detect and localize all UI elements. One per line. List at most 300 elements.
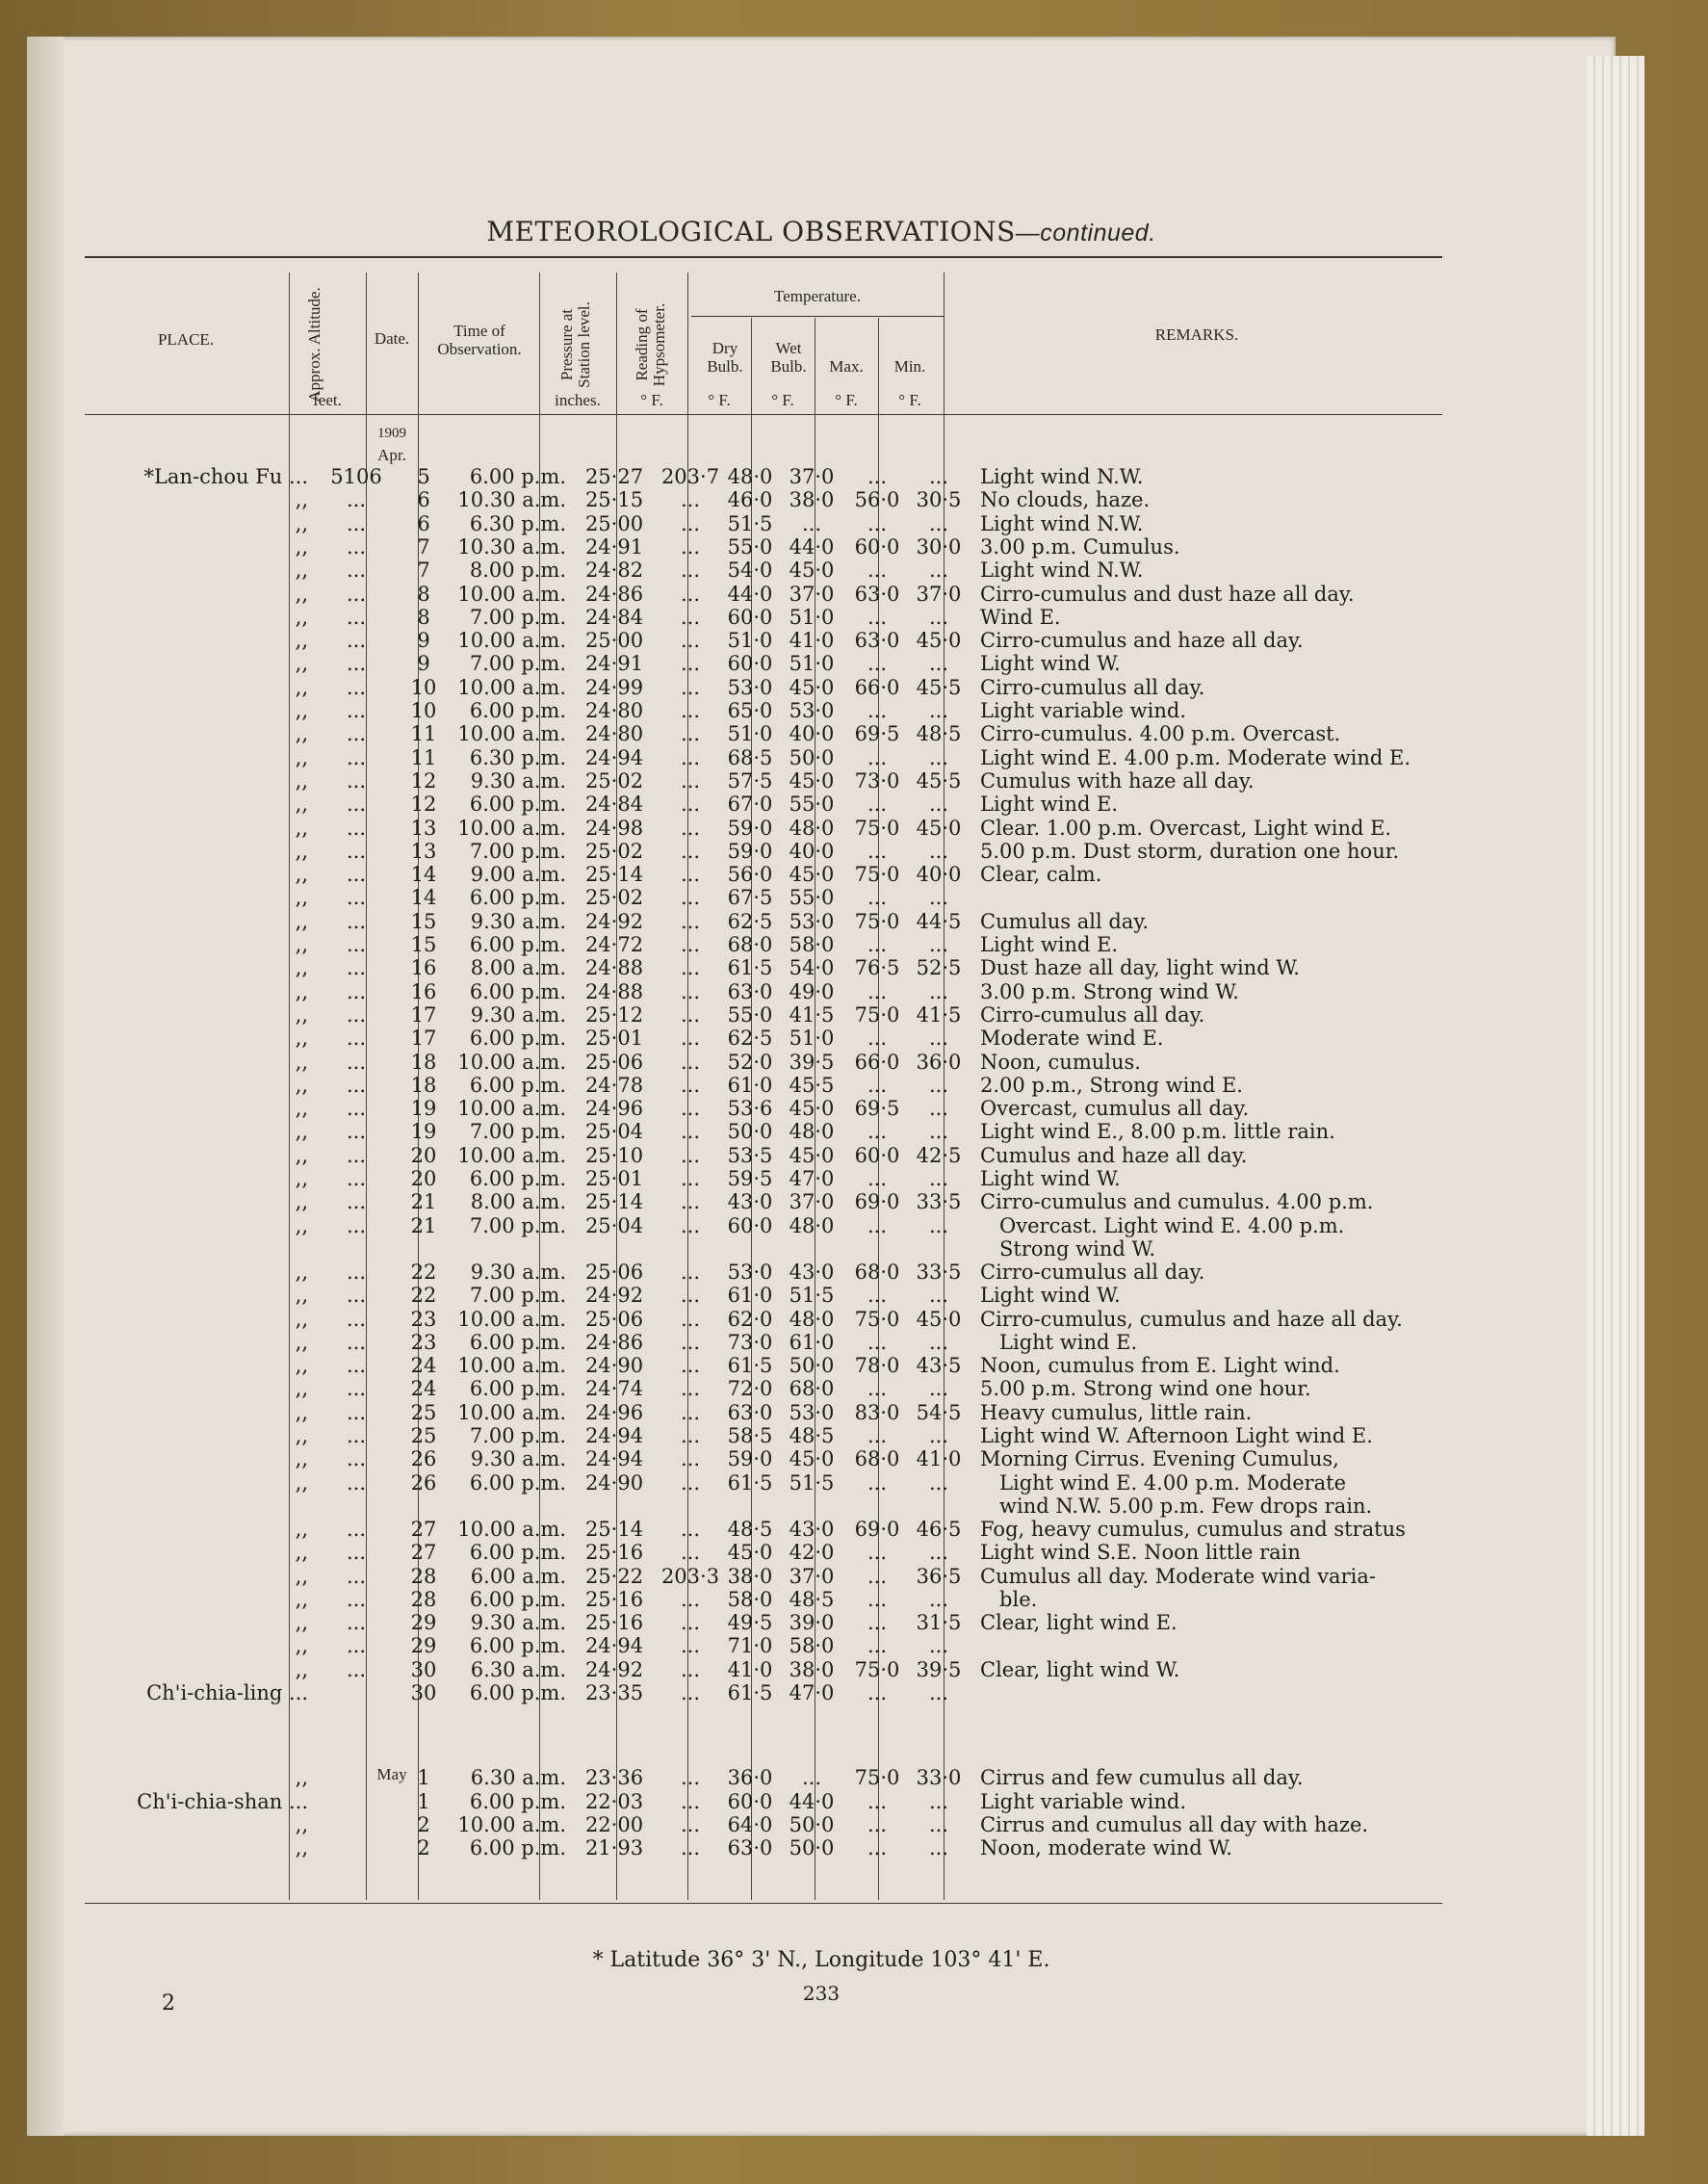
cell-date: 16 (410, 979, 437, 1003)
cell-press: 24·80 (584, 699, 644, 722)
cell-place: *Lan-chou Fu ... (143, 465, 308, 488)
cell-max: 75·0 (854, 909, 900, 933)
cell-max: ... (867, 1073, 888, 1097)
book-page (27, 37, 1616, 2136)
cell-wet: 37·0 (789, 582, 835, 606)
cell-alt: ... (346, 793, 367, 817)
cell-hyp: ... (680, 909, 701, 933)
cell-date: 12 (410, 793, 437, 817)
cell-place: ,, (295, 863, 308, 887)
cell-rem: Clear. 1.00 p.m. Overcast, Light wind E. (980, 816, 1392, 840)
cell-press: 24·91 (584, 534, 644, 559)
cell-alt: ... (346, 1143, 367, 1167)
cell-time: 10.00 a.m. (457, 1354, 566, 1378)
cell-place: ,, (295, 1517, 308, 1541)
temperature-rule (691, 316, 944, 317)
cell-place: ,, (295, 1073, 308, 1097)
cell-max: 63·0 (854, 582, 900, 606)
cell-press: 24·92 (584, 1657, 644, 1681)
cell-hyp: ... (680, 956, 701, 980)
cell-place: ,, (295, 511, 308, 535)
cell-date: 23 (410, 1330, 437, 1354)
cell-wet: 40·0 (789, 722, 835, 746)
cell-dry: 51·5 (727, 511, 773, 535)
cell-max: ... (867, 1634, 888, 1658)
cell-min: 33·5 (916, 1260, 962, 1284)
cell-rem: Clear, light wind E. (980, 1611, 1177, 1635)
cell-press: 25·14 (584, 1517, 644, 1541)
cell-press: 24·99 (584, 675, 644, 699)
cell-alt: ... (346, 1073, 367, 1097)
cell-max: ... (867, 465, 888, 488)
cell-press: 24·78 (584, 1073, 644, 1097)
cell-hyp: ... (680, 1657, 701, 1681)
cell-min: ... (928, 1120, 949, 1144)
cell-dry: 51·0 (727, 722, 773, 746)
cell-max: 75·0 (854, 863, 900, 887)
cell-place: ,, (295, 1587, 308, 1611)
cell-wet: 51·5 (789, 1284, 835, 1308)
cell-dry: 46·0 (727, 488, 773, 512)
cell-place: ,, (295, 1447, 308, 1471)
header-temperature: Temperature. (774, 287, 861, 305)
cell-min: ... (928, 605, 949, 629)
cell-wet: 41·5 (789, 1002, 835, 1027)
cell-dry: 61·5 (727, 1681, 773, 1704)
cell-alt: ... (346, 1260, 367, 1284)
cell-time: 6.00 p.m. (469, 699, 566, 722)
cell-rem: Cirrus and few cumulus all day. (980, 1766, 1304, 1790)
cell-time: 6.00 p.m. (469, 1470, 566, 1495)
cell-date: 22 (410, 1284, 437, 1308)
cell-max: 56·0 (854, 488, 900, 512)
cell-hyp: ... (680, 839, 701, 863)
cell-place: ,, (295, 675, 308, 699)
cell-rem: Light wind E. 4.00 p.m. Moderate wind N.W. 5.00 p.m. Few drops rain. (999, 1470, 1373, 1518)
cell-time: 10.00 a.m. (457, 675, 566, 699)
cell-hyp: ... (680, 1470, 701, 1495)
cell-max: ... (867, 1587, 888, 1611)
cell-hyp: ... (680, 1541, 701, 1565)
cell-alt: ... (346, 1002, 367, 1027)
unit-altitude: feet. (313, 391, 342, 409)
cell-press: 24·80 (584, 722, 644, 746)
cell-hyp: ... (680, 1330, 701, 1354)
cell-time: 9.30 a.m. (470, 1002, 566, 1027)
cell-wet: 51·5 (789, 1470, 835, 1495)
cell-date: 26 (410, 1470, 437, 1495)
cell-date: 15 (410, 909, 437, 933)
cell-rem: No clouds, haze. (980, 488, 1151, 512)
cell-hyp: ... (680, 1097, 701, 1121)
header-dry-bulb: Dry Bulb. (707, 339, 743, 376)
cell-min: 45·0 (916, 1307, 962, 1331)
cell-time: 10.00 a.m. (457, 1307, 566, 1331)
cell-hyp: ... (680, 1027, 701, 1051)
cell-max: ... (867, 745, 888, 769)
cell-max: ... (867, 511, 888, 535)
cell-rem: Light wind E., 8.00 p.m. little rain. (980, 1120, 1335, 1144)
cell-alt: ... (346, 1097, 367, 1121)
unit-max: ° F. (835, 391, 858, 409)
cell-max: 69·0 (854, 1190, 900, 1214)
cell-min: ... (928, 1097, 949, 1121)
cell-place: ,, (295, 933, 308, 956)
cell-press: 24·92 (584, 1284, 644, 1308)
cell-wet: ... (801, 511, 822, 535)
cell-alt: ... (346, 699, 367, 722)
cell-press: 25·16 (584, 1541, 644, 1565)
header-time: Time of Observation. (437, 322, 522, 358)
cell-date: 19 (410, 1097, 437, 1121)
cell-place: ,, (295, 1190, 308, 1214)
cell-alt: ... (346, 1517, 367, 1541)
unit-hypsometer: ° F. (640, 391, 663, 409)
cell-alt: ... (346, 1634, 367, 1658)
cell-date: 13 (410, 816, 437, 840)
cell-time: 9.30 a.m. (470, 768, 566, 793)
cell-press: 24·88 (584, 979, 644, 1003)
cell-wet: 58·0 (789, 1634, 835, 1658)
cell-date: 8 (417, 605, 430, 629)
cell-rem: Light wind W. (980, 652, 1121, 676)
cell-dry: 48·5 (727, 1517, 773, 1541)
cell-dry: 50·0 (727, 1120, 773, 1144)
cell-hyp: ... (680, 886, 701, 910)
cell-hyp: 203·7 (660, 465, 720, 488)
month-may: May (376, 1765, 407, 1783)
title-main: METEOROLOGICAL OBSERVATIONS (486, 216, 1016, 247)
footnote: * Latitude 36° 3' N., Longitude 103° 41' E. (592, 1948, 1050, 1972)
cell-min: ... (928, 1377, 949, 1401)
cell-place: ,, (295, 1812, 308, 1836)
cell-press: 24·82 (584, 559, 644, 583)
cell-alt: ... (346, 1190, 367, 1214)
cell-press: 25·06 (584, 1050, 644, 1074)
cell-place: ,, (295, 1424, 308, 1447)
cell-press: 25·04 (584, 1213, 644, 1237)
cell-rem: Fog, heavy cumulus, cumulus and stratus (980, 1517, 1406, 1541)
cell-hyp: ... (680, 1307, 701, 1331)
cell-min: ... (928, 1073, 949, 1097)
cell-alt: ... (346, 1213, 367, 1237)
cell-dry: 61·5 (727, 1470, 773, 1495)
cell-max: ... (867, 605, 888, 629)
cell-date: 23 (410, 1307, 437, 1331)
cell-min: 30·0 (916, 534, 962, 559)
cell-time: 9.30 a.m. (470, 1447, 566, 1471)
unit-dry: ° F. (708, 391, 731, 409)
cell-rem: 2.00 p.m., Strong wind E. (980, 1073, 1243, 1097)
cell-place: ,, (295, 652, 308, 676)
cell-place: ,, (295, 1213, 308, 1237)
cell-alt: ... (346, 863, 367, 887)
cell-wet: 50·0 (789, 1354, 835, 1378)
cell-wet: 54·0 (789, 956, 835, 980)
cell-max: 60·0 (854, 1143, 900, 1167)
cell-place: ,, (295, 1541, 308, 1565)
cell-time: 6.00 p.m. (469, 1836, 566, 1860)
cell-time: 9.00 a.m. (470, 863, 566, 887)
cell-alt: ... (346, 1354, 367, 1378)
cell-wet: 53·0 (789, 1400, 835, 1424)
cell-place: ,, (295, 722, 308, 746)
cell-rem: Noon, moderate wind W. (980, 1836, 1232, 1860)
cell-alt: ... (346, 1050, 367, 1074)
cell-date: 13 (410, 839, 437, 863)
cell-time: 6.30 p.m. (469, 745, 566, 769)
cell-alt: ... (346, 933, 367, 956)
cell-alt: ... (346, 1330, 367, 1354)
cell-hyp: ... (680, 1634, 701, 1658)
cell-press: 24·91 (584, 652, 644, 676)
cell-dry: 61·0 (727, 1073, 773, 1097)
cell-date: 28 (410, 1587, 437, 1611)
cell-place: ,, (295, 909, 308, 933)
cell-press: 25·14 (584, 1190, 644, 1214)
cell-hyp: ... (680, 1789, 701, 1813)
cell-min: 54·5 (916, 1400, 962, 1424)
cell-place: ,, (295, 1120, 308, 1144)
page-title (27, 216, 1616, 247)
cell-min: ... (928, 793, 949, 817)
cell-min: 30·5 (916, 488, 962, 512)
cell-hyp: ... (680, 699, 701, 722)
cell-rem: 5.00 p.m. Dust storm, duration one hour. (980, 839, 1400, 863)
header-place: PLACE. (157, 330, 215, 349)
cell-alt: ... (346, 511, 367, 535)
cell-dry: 53·5 (727, 1143, 773, 1167)
cell-place: ,, (295, 956, 308, 980)
cell-place: Ch'i-chia-shan ... (137, 1789, 308, 1813)
cell-place: Ch'i-chia-ling ... (146, 1681, 308, 1704)
cell-place: ,, (295, 1167, 308, 1190)
cell-alt: ... (346, 488, 367, 512)
cell-press: 24·84 (584, 605, 644, 629)
cell-press: 25·01 (584, 1027, 644, 1051)
cell-date: 27 (410, 1517, 437, 1541)
unit-min: ° F. (898, 391, 921, 409)
cell-min: 45·5 (916, 768, 962, 793)
cell-dry: 63·0 (727, 979, 773, 1003)
cell-time: 6.00 p.m. (469, 1681, 566, 1704)
cell-wet: 48·5 (789, 1587, 835, 1611)
cell-alt: ... (346, 1284, 367, 1308)
cell-alt: ... (346, 886, 367, 910)
cell-place: ,, (295, 605, 308, 629)
cell-max: 63·0 (854, 629, 900, 653)
cell-dry: 73·0 (727, 1330, 773, 1354)
cell-alt: ... (346, 1447, 367, 1471)
cell-max: ... (867, 1377, 888, 1401)
cell-time: 6.00 p.m. (469, 886, 566, 910)
cell-time: 7.00 p.m. (469, 839, 566, 863)
cell-max: ... (867, 1611, 888, 1635)
cell-time: 7.00 p.m. (469, 652, 566, 676)
cell-max: ... (867, 699, 888, 722)
cell-hyp: ... (680, 1681, 701, 1704)
cell-dry: 45·0 (727, 1541, 773, 1565)
cell-time: 10.00 a.m. (457, 722, 566, 746)
cell-place: ,, (295, 793, 308, 817)
cell-date: 14 (410, 886, 437, 910)
cell-press: 25·10 (584, 1143, 644, 1167)
cell-date: 6 (417, 511, 430, 535)
cell-dry: 58·5 (727, 1424, 773, 1447)
cell-max: 66·0 (854, 675, 900, 699)
cell-wet: 37·0 (789, 1190, 835, 1214)
cell-time: 10.30 a.m. (457, 534, 566, 559)
cell-max: ... (867, 652, 888, 676)
cell-hyp: ... (680, 1611, 701, 1635)
header-top-rule (85, 256, 1442, 258)
cell-dry: 49·5 (727, 1611, 773, 1635)
cell-dry: 72·0 (727, 1377, 773, 1401)
cell-min: 43·5 (916, 1354, 962, 1378)
cell-dry: 62·5 (727, 1027, 773, 1051)
cell-place: ,, (295, 1143, 308, 1167)
cell-wet: 43·0 (789, 1517, 835, 1541)
cell-dry: 59·0 (727, 839, 773, 863)
cell-dry: 53·0 (727, 1260, 773, 1284)
cell-alt: ... (346, 768, 367, 793)
cell-rem: Light wind E. (980, 793, 1119, 817)
cell-press: 23·36 (584, 1766, 644, 1790)
cell-hyp: ... (680, 1002, 701, 1027)
cell-rem: Cumulus and haze all day. (980, 1143, 1248, 1167)
cell-hyp: ... (680, 1284, 701, 1308)
cell-press: 24·96 (584, 1400, 644, 1424)
cell-time: 10.00 a.m. (457, 816, 566, 840)
cell-rem: Cumulus with haze all day. (980, 768, 1255, 793)
cell-min: ... (928, 1812, 949, 1836)
header-wet-bulb: Wet Bulb. (770, 339, 807, 376)
cell-hyp: ... (680, 605, 701, 629)
cell-time: 10.00 a.m. (457, 629, 566, 653)
cell-max: ... (867, 979, 888, 1003)
cell-dry: 41·0 (727, 1657, 773, 1681)
cell-min: ... (928, 699, 949, 722)
cell-max: ... (867, 1027, 888, 1051)
title-suffix: —continued. (1015, 220, 1156, 247)
cell-dry: 38·0 (727, 1564, 773, 1588)
cell-hyp: ... (680, 1167, 701, 1190)
cell-wet: 48·0 (789, 816, 835, 840)
cell-rem: Cirro-cumulus all day. (980, 1002, 1205, 1027)
cell-min: ... (928, 1284, 949, 1308)
cell-wet: 45·0 (789, 768, 835, 793)
cell-place: ,, (295, 1330, 308, 1354)
cell-press: 24·96 (584, 1097, 644, 1121)
cell-wet: 45·0 (789, 675, 835, 699)
cell-alt: ... (346, 1611, 367, 1635)
cell-place: ,, (295, 1634, 308, 1658)
cell-dry: 58·0 (727, 1587, 773, 1611)
cell-date: 25 (410, 1400, 437, 1424)
year-label: 1909 (377, 426, 406, 441)
cell-time: 6.00 a.m. (470, 1564, 566, 1588)
cell-dry: 63·0 (727, 1400, 773, 1424)
cell-hyp: ... (680, 745, 701, 769)
cell-rem: Light wind W. (980, 1167, 1121, 1190)
cell-time: 6.00 p.m. (469, 1587, 566, 1611)
cell-place: ,, (295, 488, 308, 512)
cell-max: 73·0 (854, 768, 900, 793)
cell-max: ... (867, 793, 888, 817)
cell-rem: Noon, cumulus. (980, 1050, 1141, 1074)
cell-max: 78·0 (854, 1354, 900, 1378)
cell-hyp: ... (680, 793, 701, 817)
cell-alt: ... (346, 1424, 367, 1447)
cell-alt: ... (346, 956, 367, 980)
cell-date: 17 (410, 1002, 437, 1027)
cell-place: ,, (295, 886, 308, 910)
cell-place: ,, (295, 1307, 308, 1331)
cell-date: 2 (417, 1812, 430, 1836)
cell-press: 21·93 (584, 1836, 644, 1860)
cell-press: 25·06 (584, 1307, 644, 1331)
page-edges (1587, 56, 1644, 2136)
cell-rem: 5.00 p.m. Strong wind one hour. (980, 1377, 1311, 1401)
unit-wet: ° F. (771, 391, 794, 409)
cell-max: ... (867, 839, 888, 863)
cell-dry: 57·5 (727, 768, 773, 793)
cell-rem: 3.00 p.m. Strong wind W. (980, 979, 1239, 1003)
cell-wet: 51·0 (789, 1027, 835, 1051)
cell-press: 24·90 (584, 1470, 644, 1495)
cell-press: 25·04 (584, 1120, 644, 1144)
cell-time: 6.30 a.m. (470, 1766, 566, 1790)
cell-time: 10.30 a.m. (457, 488, 566, 512)
cell-max: 69·5 (854, 722, 900, 746)
cell-dry: 55·0 (727, 534, 773, 559)
cell-rem: 3.00 p.m. Cumulus. (980, 534, 1180, 559)
cell-max: ... (867, 1120, 888, 1144)
cell-rem: Overcast. Light wind E. 4.00 p.m. Strong wind W. (999, 1213, 1345, 1261)
cell-time: 6.00 p.m. (469, 465, 566, 488)
cell-alt: ... (346, 979, 367, 1003)
cell-wet: 48·0 (789, 1120, 835, 1144)
cell-press: 25·00 (584, 511, 644, 535)
cell-max: 68·0 (854, 1260, 900, 1284)
cell-min: ... (928, 1634, 949, 1658)
cell-hyp: ... (680, 1447, 701, 1471)
cell-max: 60·0 (854, 534, 900, 559)
cell-hyp: ... (680, 652, 701, 676)
cell-hyp: ... (680, 1587, 701, 1611)
cell-max: ... (867, 1789, 888, 1813)
cell-hyp: ... (680, 768, 701, 793)
cell-place: ,, (295, 1836, 308, 1860)
cell-alt: ... (346, 1470, 367, 1495)
cell-hyp: ... (680, 816, 701, 840)
cell-date: 18 (410, 1073, 437, 1097)
cell-date: 1 (417, 1766, 430, 1790)
cell-time: 9.30 a.m. (470, 909, 566, 933)
cell-dry: 60·0 (727, 652, 773, 676)
cell-date: 17 (410, 1027, 437, 1051)
cell-date: 26 (410, 1447, 437, 1471)
cell-max: 75·0 (854, 1766, 900, 1790)
cell-hyp: ... (680, 534, 701, 559)
cell-max: ... (867, 1564, 888, 1588)
cell-date: 10 (410, 699, 437, 722)
cell-max: ... (867, 1681, 888, 1704)
cell-max: ... (867, 1284, 888, 1308)
cell-dry: 68·5 (727, 745, 773, 769)
cell-time: 10.00 a.m. (457, 582, 566, 606)
cell-wet: 50·0 (789, 1812, 835, 1836)
